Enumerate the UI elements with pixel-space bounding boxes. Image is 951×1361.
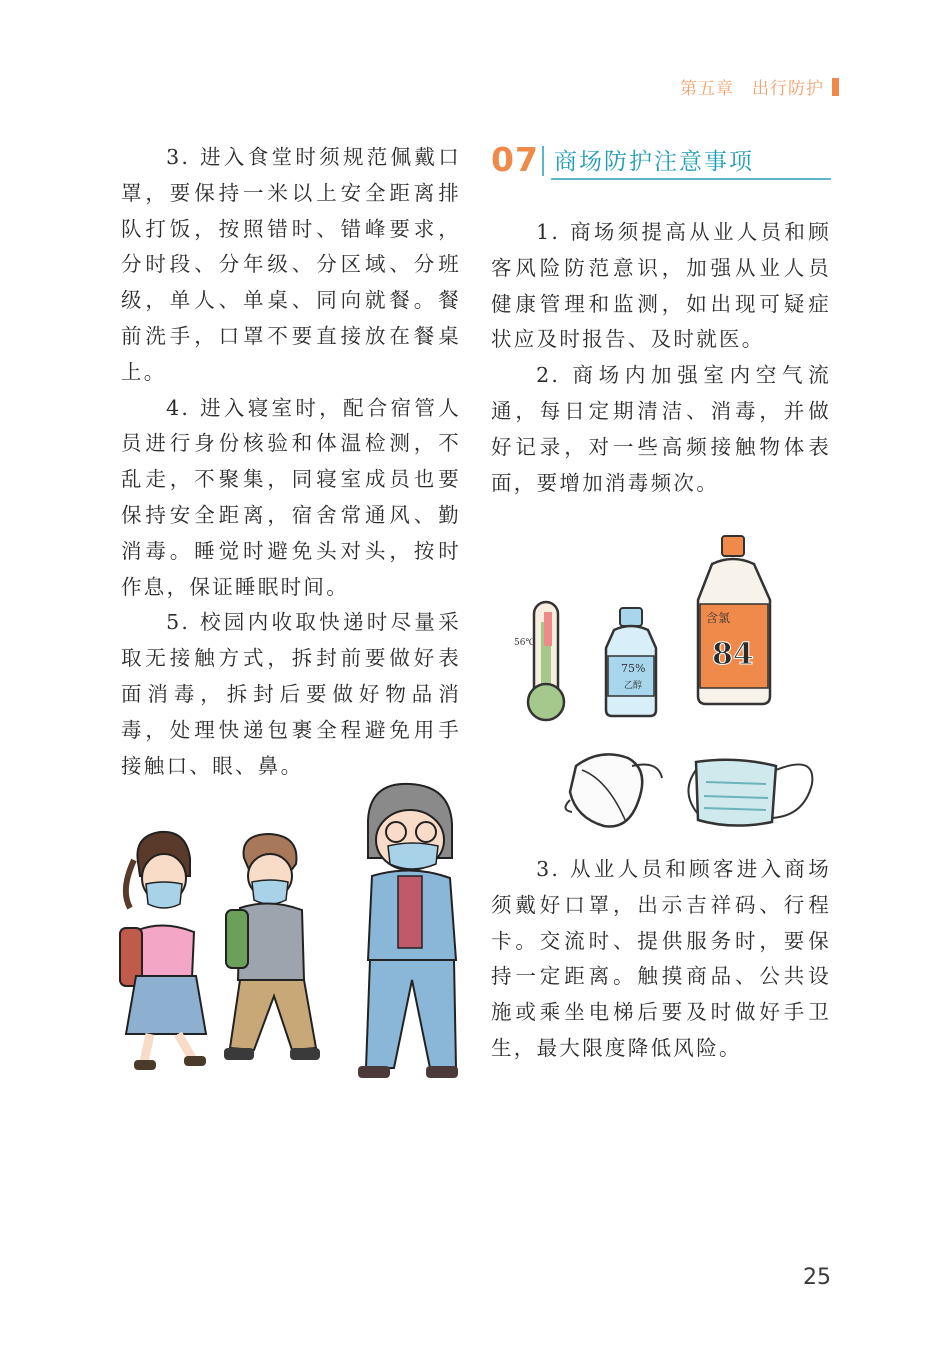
paragraph-mall-2: 2. 商场内加强室内空气流通，每日定期清洁、消毒，并做好记录，对一些高频接触物体表面，要增加消毒频次。 [491,363,831,495]
surgical-mask-icon [688,760,812,826]
student-boy-icon [224,834,320,1060]
disinfection-supplies-illustration [500,530,840,840]
paragraph-5-express: 5. 校园内收取快递时尽量采取无接触方式，拆封前要做好表面消毒，拆封后要做好物品消毒，处理快递包裹全程避免用手接触口、眼、鼻。 [121,610,461,778]
chapter-label: 第五章 [680,79,734,99]
section-underline [551,178,831,180]
alcohol-name-label: 乙醇 [624,681,643,691]
paragraph-4-dormitory: 4. 进入寝室时，配合宿管人员进行身份核验和体温检测，不乱走，不聚集，同寝室成员也要保持安全距离，宿舍常通风、勤消毒。睡觉时避免头对头，按时作息，保证睡眠时间。 [121,395,461,599]
student-girl-icon [120,832,206,1070]
section-title: 商场防护注意事项 [554,149,754,175]
page-number: 25 [803,1265,831,1290]
section-separator [542,146,544,176]
header-bar-marker [832,78,839,96]
alcohol-pct-label: 75% [621,662,646,675]
thermometer-label: 56℃ [514,638,536,648]
chapter-title: 出行防护 [752,79,824,99]
thermometer-icon [514,602,564,720]
disinfectant-label: 含氯 [706,611,731,625]
section-heading [491,140,831,182]
right-column-top [491,215,831,501]
running-header [680,74,839,99]
paragraph-mall-3: 3. 从业人员和顾客进入商场须戴好口罩，出示吉祥码、行程卡。交流时、提供服务时，要保持一定距离。触摸商品、公共设施或乘坐电梯后要及时做好手卫生，最大限度降低风险。 [491,857,831,1060]
student-glasses-girl-icon [358,784,458,1078]
disinfectant-number: 84 [712,637,754,672]
section-number: 07 [491,140,539,179]
disinfectant-84-bottle-icon [698,536,770,704]
n95-mask-icon [565,754,662,826]
paragraph-3-canteen: 3. 进入食堂时须规范佩戴口罩，要保持一米以上安全距离排队打饭，按照错时、错峰要求，分时段、分年级、分区域、分班级，单人、单桌、同向就餐。餐前洗手，口罩不要直接放在餐桌上。 [121,145,461,384]
alcohol-bottle-icon [606,608,656,716]
right-column-bottom [491,852,831,1067]
left-column [121,140,461,784]
masked-students-illustration [120,780,460,1090]
paragraph-mall-1: 1. 商场须提高从业人员和顾客风险防范意识，加强从业人员健康管理和监测，如出现可疑症状应及时报告、及时就医。 [491,220,831,352]
